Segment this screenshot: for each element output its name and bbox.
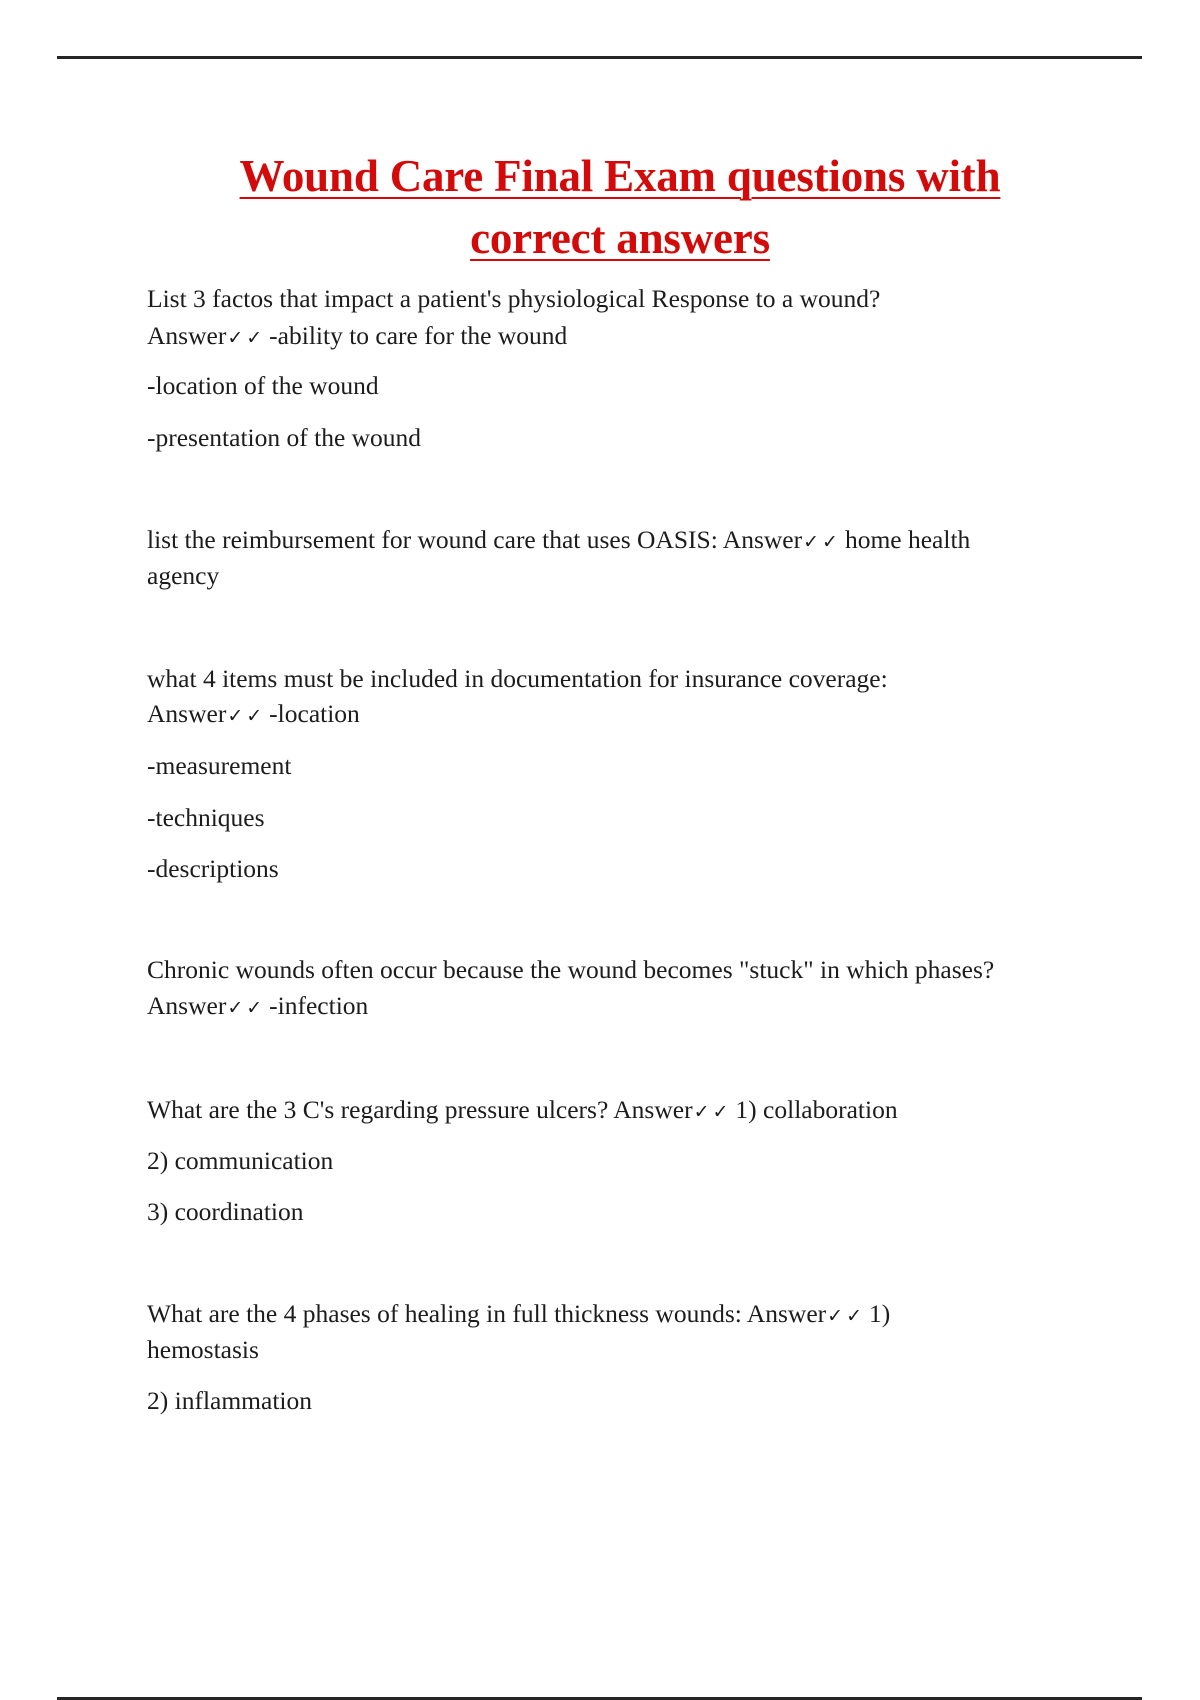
answer-2-wrap: agency <box>147 561 220 590</box>
answer-label: Answer <box>147 699 227 728</box>
answer-text: 1) <box>869 1299 891 1328</box>
question-6 <box>147 1299 890 1331</box>
header-rule <box>57 56 1142 59</box>
double-check-icon: ✓✓ <box>803 531 841 553</box>
answer-3-item-4: -descriptions <box>147 854 279 883</box>
title-text-1: Wound Care Final Exam questions with <box>239 151 1001 201</box>
double-check-icon: ✓✓ <box>227 705 266 727</box>
double-check-icon: ✓✓ <box>227 327 266 349</box>
double-check-icon: ✓✓ <box>827 1305 865 1327</box>
answer-1-item-2: -location of the wound <box>147 371 379 400</box>
answer-1-item-3: -presentation of the wound <box>147 423 422 452</box>
answer-text: home health <box>844 525 971 554</box>
answer-text: -location <box>269 699 360 728</box>
answer-label: Answer <box>147 991 227 1020</box>
answer-3 <box>147 699 360 731</box>
question-text: What are the 4 phases of healing in full thickness wounds: <box>147 1299 742 1328</box>
double-check-icon: ✓✓ <box>227 997 266 1019</box>
answer-6-item-2: 2) inflammation <box>147 1386 313 1415</box>
question-1: List 3 factos that impact a patient's physiological Response to a wound? <box>147 284 881 313</box>
question-2 <box>147 525 970 557</box>
answer-3-item-2: -measurement <box>147 751 292 780</box>
answer-label: Answer <box>613 1095 693 1124</box>
question-3: what 4 items must be included in documentation for insurance coverage: <box>147 664 888 693</box>
answer-6-wrap: hemostasis <box>147 1335 259 1364</box>
answer-text: 1) collaboration <box>735 1095 898 1124</box>
question-text: What are the 3 C's regarding pressure ulcers? <box>147 1095 609 1124</box>
answer-3-item-3: -techniques <box>147 803 265 832</box>
answer-label: Answer <box>746 1299 827 1328</box>
answer-text: -ability to care for the wound <box>269 321 568 350</box>
question-text: list the reimbursement for wound care that uses OASIS: <box>147 525 718 554</box>
document-title-line-2 <box>0 213 1200 263</box>
document-title-line-1 <box>0 151 1200 201</box>
double-check-icon: ✓✓ <box>693 1101 732 1123</box>
answer-5-item-2: 2) communication <box>147 1146 334 1175</box>
answer-1 <box>147 321 567 353</box>
answer-label: Answer <box>147 321 227 350</box>
title-text-2: correct answers <box>470 213 770 263</box>
answer-4 <box>147 991 368 1023</box>
question-5 <box>147 1095 898 1127</box>
answer-text: -infection <box>269 991 369 1020</box>
question-4: Chronic wounds often occur because the wound becomes "stuck" in which phases? <box>147 955 995 984</box>
answer-5-item-3: 3) coordination <box>147 1197 304 1226</box>
answer-label: Answer <box>722 525 803 554</box>
